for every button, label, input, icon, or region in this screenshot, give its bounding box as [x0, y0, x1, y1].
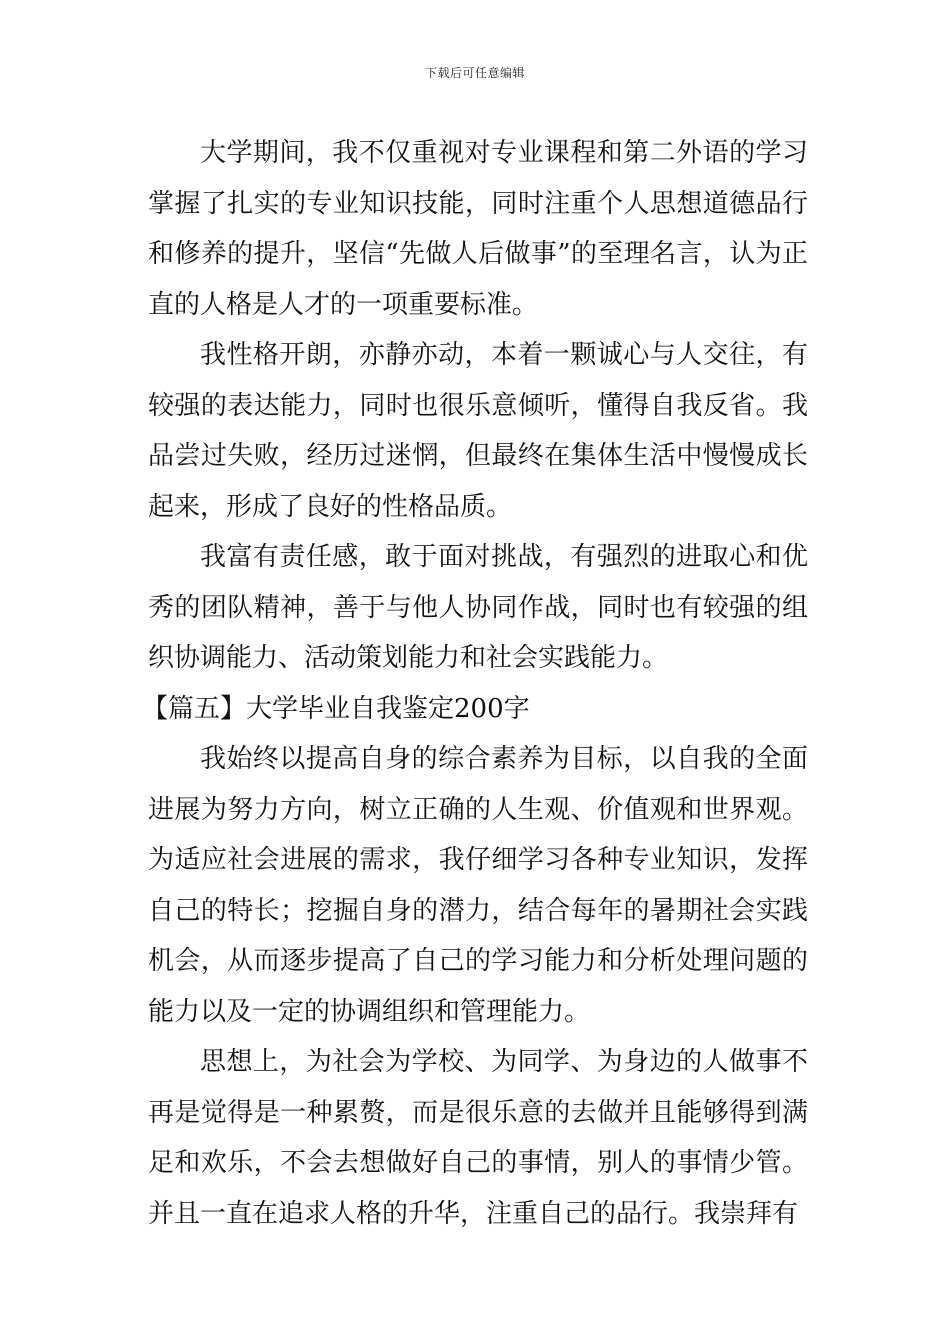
paragraph-thoughts: 思想上，为社会为学校、为同学、为身边的人做事不再是觉得是一种累赘，而是很乐意的去做并且能够得到满足和欢乐，不会去想做好自己的事情，别人的事情少管。并且一直在追求人格的升华，注重自己的品行。我崇拜有	[148, 1047, 808, 1229]
document-body	[142, 128, 808, 1239]
page-header-note: 下载后可任意编辑	[424, 66, 525, 80]
paragraph-self-improvement: 我始终以提高自身的综合素养为目标，以自我的全面进展为努力方向，树立正确的人生观、价值观和世界观。为适应社会进展的需求，我仔细学习各种专业知识，发挥自己的特长；挖掘自身的潜力，结合每年的暑期社会实践机会，从而逐步提高了自己的学习能力和分析处理问题的能力以及一定的协调组织和管理能力。	[148, 744, 808, 1027]
paragraph-responsibility: 我富有责任感，敢于面对挑战，有强烈的进取心和优秀的团队精神，善于与他人协同作战，同时也有较强的组织协调能力、活动策划能力和社会实践能力。	[148, 542, 808, 673]
section-heading: 【篇五】大学毕业自我鉴定200字	[142, 693, 530, 724]
paragraph-study: 大学期间，我不仅重视对专业课程和第二外语的学习掌握了扎实的专业知识技能，同时注重个人思想道德品行和修养的提升，坚信“先做人后做事”的至理名言，认为正直的人格是人才的一项重要标准。	[148, 138, 808, 320]
paragraph-personality: 我性格开朗，亦静亦动，本着一颗诚心与人交往，有较强的表达能力，同时也很乐意倾听，懂得自我反省。我品尝过失败，经历过迷惘，但最终在集体生活中慢慢成长起来，形成了良好的性格品质。	[148, 340, 808, 522]
